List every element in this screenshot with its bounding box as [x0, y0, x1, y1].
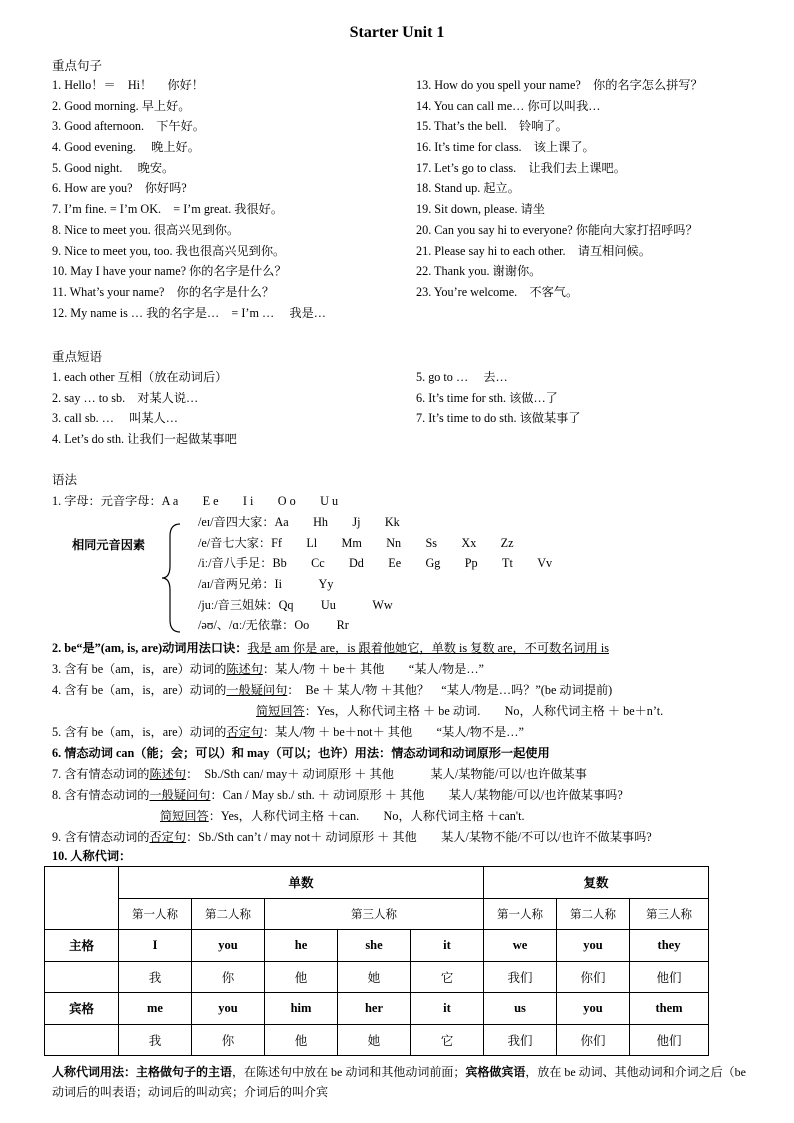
vowel-group-list [198, 512, 552, 636]
vowel-group-item: /juː/音三姐妹：Qq Uu Ww [198, 597, 393, 612]
grammar-keyword: 否定句 [226, 725, 263, 739]
grammar-text: 8. 含有情态动词的 [52, 788, 150, 802]
person-header: 第三人称 [265, 898, 484, 930]
grammar-keyword: 一般疑问句 [149, 788, 211, 802]
table-cell: it [411, 993, 484, 1025]
table-row [45, 867, 709, 899]
person-header: 第二人称 [557, 898, 630, 930]
grammar-keyword: 陈述句 [226, 662, 263, 676]
table-row [45, 993, 709, 1025]
table-cell: they [630, 930, 709, 962]
sentence-item: 4. Good evening. 晚上好。 [52, 140, 200, 155]
table-row [45, 961, 709, 993]
note-text: ，放在 be 动词、其他动词和介词之后（be 动词后的叫表语；动词后的叫动宾；介词后的叫介宾 [52, 1065, 747, 1099]
table-cell: it [411, 930, 484, 962]
note-text: ，在陈述句中放在 be 动词和其他动词前面； [232, 1065, 466, 1079]
table-cell: me [119, 993, 192, 1025]
grammar-text: 9. 含有情态动词的 [52, 830, 150, 844]
sentence-item: 10. May I have your name? 你的名字是什么？ [52, 264, 287, 279]
table-cell: 她 [338, 961, 411, 993]
grammar-item-1: 1. 字母：元音字母：A a E e I i O o U u [52, 494, 339, 508]
pronoun-usage-note [52, 1062, 757, 1102]
table-cell: him [265, 993, 338, 1025]
table-cell: 我 [119, 1024, 192, 1056]
sentence-item: 2. Good morning. 早上好。 [52, 98, 191, 113]
grammar-item-2-label: 2. be“是”(am, is, are)动词用法口诀： [52, 641, 248, 655]
table-row [45, 930, 709, 962]
grammar-text: ：Yes，人称代词主格 ＋ be 动词. No，人称代词主格 ＋ be＋n’t. [304, 704, 664, 718]
table-cell: you [192, 930, 265, 962]
grammar-text: ： Be ＋ 某人/物 ＋其他？ “某人/物是…吗？”(be 动词提前) [287, 683, 613, 697]
sentence-item: 8. Nice to meet you. 很高兴见到你。 [52, 222, 240, 237]
grammar-item-6: 6. 情态动词 can（能；会；可以）和 may（可以；也许）用法：情态动词和动词原形一起使用 [52, 746, 550, 760]
grammar-text: 3. 含有 be（am，is，are）动词的 [52, 662, 227, 676]
note-keyword: 人称代词用法：主格做句子的主语 [52, 1065, 233, 1079]
page-title: Starter Unit 1 [349, 24, 445, 41]
sentence-item: 23. You’re welcome. 不客气。 [416, 284, 579, 299]
sentence-item: 19. Sit down, please. 请坐 [416, 202, 545, 217]
table-cell: 你 [192, 961, 265, 993]
table-cell: you [192, 993, 265, 1025]
grammar-item-3 [52, 659, 484, 679]
sentence-item: 18. Stand up. 起立。 [416, 181, 520, 196]
sentence-item: 15. That’s the bell. 铃响了。 [416, 119, 568, 134]
sentence-item: 7. I’m fine. = I’m OK. = I’m great. 我很好。 [52, 202, 284, 217]
grammar-text: 7. 含有情态动词的 [52, 767, 150, 781]
table-cell: 他 [265, 1024, 338, 1056]
grammar-text: ：Sb./Sth can’t / may not＋ 动词原形 ＋ 其他 某人/某物不能/不可以/也许不做某事吗? [186, 830, 652, 844]
table-cell: 它 [411, 961, 484, 993]
note-keyword: 宾格做宾语 [465, 1065, 526, 1079]
sentence-item: 9. Nice to meet you, too. 我也很高兴见到你。 [52, 243, 286, 258]
sentence-item: 20. Can you say hi to everyone? 你能向大家打招呼吗？ [416, 222, 698, 237]
phrase-item: 3. call sb. … 叫某人… [52, 411, 178, 426]
grammar-keyword: 简短回答 [256, 704, 305, 718]
table-cell: 你们 [557, 1024, 630, 1056]
table-cell: she [338, 930, 411, 962]
phrase-item: 4. Let’s do sth. 让我们一起做某事吧 [52, 432, 237, 447]
sentence-item: 1. Hello！＝ Hi！ 你好！ [52, 78, 204, 92]
phrase-item: 6. It’s time for sth. 该做…了 [416, 390, 558, 405]
grammar-item-8-short-answer [160, 806, 525, 826]
section-heading-phrases: 重点短语 [52, 350, 103, 364]
person-header: 第二人称 [192, 898, 265, 930]
object-case-label: 宾格 [45, 993, 119, 1025]
singular-header: 单数 [119, 867, 484, 899]
sentence-item: 22. Thank you. 谢谢你。 [416, 264, 542, 279]
sentence-item: 13. How do you spell your name? 你的名字怎么拼写？ [416, 78, 703, 92]
table-cell: 她 [338, 1024, 411, 1056]
table-cell [45, 1024, 119, 1056]
sentence-item: 17. Let’s go to class. 让我们去上课吧。 [416, 160, 626, 175]
table-cell: 他 [265, 961, 338, 993]
pronoun-table [44, 866, 709, 1056]
grammar-text: 5. 含有 be（am，is，are）动词的 [52, 725, 227, 739]
table-cell: we [484, 930, 557, 962]
table-cell [45, 961, 119, 993]
person-header: 第一人称 [119, 898, 192, 930]
table-corner-cell [45, 867, 119, 930]
sentence-item: 5. Good night. 晚安。 [52, 160, 175, 175]
table-cell: 我们 [484, 1024, 557, 1056]
sentences-left-list [52, 75, 326, 323]
section-heading-sentences: 重点句子 [52, 59, 103, 73]
sentence-item: 3. Good afternoon. 下午好。 [52, 119, 205, 134]
plural-header: 复数 [484, 867, 709, 899]
table-row [45, 898, 709, 930]
sentence-item: 16. It’s time for class. 该上课了。 [416, 140, 595, 155]
brace-icon [160, 522, 182, 634]
grammar-text: ：Yes，人称代词主格 ＋can. No，人称代词主格 ＋can't. [208, 809, 525, 823]
grammar-item-10: 10. 人称代词： [52, 849, 132, 863]
vowel-group-item: /əʊ/、/ɑː/无依靠：Oo Rr [198, 618, 349, 633]
table-cell: us [484, 993, 557, 1025]
phrase-item: 7. It’s time to do sth. 该做某事了 [416, 411, 581, 426]
table-cell: you [557, 930, 630, 962]
grammar-text: ：某人/物 ＋ be＋not＋ 其他 “某人/物不是…” [262, 725, 524, 739]
grammar-item-2-rhyme: 我是 am 你是 are，is 跟着他她它，单数 is 复数 are，不可数名词用 is [247, 641, 609, 655]
grammar-text: ：Can / May sb./ sth. ＋ 动词原形 ＋ 其他 某人/某物能/可以/也许做某事吗? [210, 788, 623, 802]
table-cell: 我们 [484, 961, 557, 993]
vowel-group-item: /eɪ/音四大家：Aa Hh Jj Kk [198, 515, 400, 529]
table-cell: you [557, 993, 630, 1025]
table-cell: 我 [119, 961, 192, 993]
grammar-keyword: 简短回答 [160, 809, 209, 823]
grammar-item-7 [52, 764, 587, 784]
grammar-item-2 [52, 638, 609, 658]
table-cell: 它 [411, 1024, 484, 1056]
sentences-right-list [416, 75, 703, 303]
table-cell: them [630, 993, 709, 1025]
phrase-item: 5. go to … 去… [416, 370, 508, 384]
grammar-item-4-short-answer [256, 701, 663, 721]
table-cell: I [119, 930, 192, 962]
grammar-text: ： Sb./Sth can/ may＋ 动词原形 ＋ 其他 某人/某物能/可以/也许做某事 [186, 767, 587, 781]
phrase-item: 1. each other 互相（放在动词后） [52, 370, 228, 384]
sentence-item: 11. What’s your name? 你的名字是什么？ [52, 284, 275, 299]
phrase-item: 2. say … to sb. 对某人说… [52, 390, 199, 405]
vowel-group-label: 相同元音因素 [72, 538, 146, 552]
table-cell: 你们 [557, 961, 630, 993]
table-cell: her [338, 993, 411, 1025]
grammar-text: ：某人/物 ＋ be＋ 其他 “某人/物是…” [262, 662, 484, 676]
grammar-item-9 [52, 827, 652, 847]
grammar-item-8 [52, 785, 623, 805]
grammar-keyword: 否定句 [149, 830, 187, 844]
grammar-text: 4. 含有 be（am，is，are）动词的 [52, 683, 227, 697]
grammar-item-5 [52, 722, 524, 742]
table-cell: 他们 [630, 961, 709, 993]
vowel-group-item: /iː/音八手足：Bb Cc Dd Ee Gg Pp Tt Vv [198, 556, 553, 571]
section-heading-grammar: 语法 [52, 473, 78, 487]
vowel-group-item: /aɪ/音两兄弟：Ii Yy [198, 577, 334, 592]
sentence-item: 21. Please say hi to each other. 请互相问候。 [416, 243, 651, 258]
subject-case-label: 主格 [45, 930, 119, 962]
grammar-keyword: 陈述句 [149, 767, 187, 781]
sentence-item: 14. You can call me… 你可以叫我… [416, 98, 601, 113]
table-row [45, 1024, 709, 1056]
table-cell: he [265, 930, 338, 962]
sentence-item: 6. How are you? 你好吗? [52, 181, 187, 196]
sentence-item: 12. My name is … 我的名字是… = I’m … 我是… [52, 305, 326, 320]
phrases-right-list [416, 367, 581, 429]
table-cell: 他们 [630, 1024, 709, 1056]
person-header: 第三人称 [630, 898, 709, 930]
phrases-left-list [52, 367, 237, 450]
grammar-item-4 [52, 680, 612, 700]
table-cell: 你 [192, 1024, 265, 1056]
person-header: 第一人称 [484, 898, 557, 930]
vowel-group-item: /e/音七大家：Ff Ll Mm Nn Ss Xx Zz [198, 535, 514, 550]
grammar-keyword: 一般疑问句 [226, 683, 288, 697]
